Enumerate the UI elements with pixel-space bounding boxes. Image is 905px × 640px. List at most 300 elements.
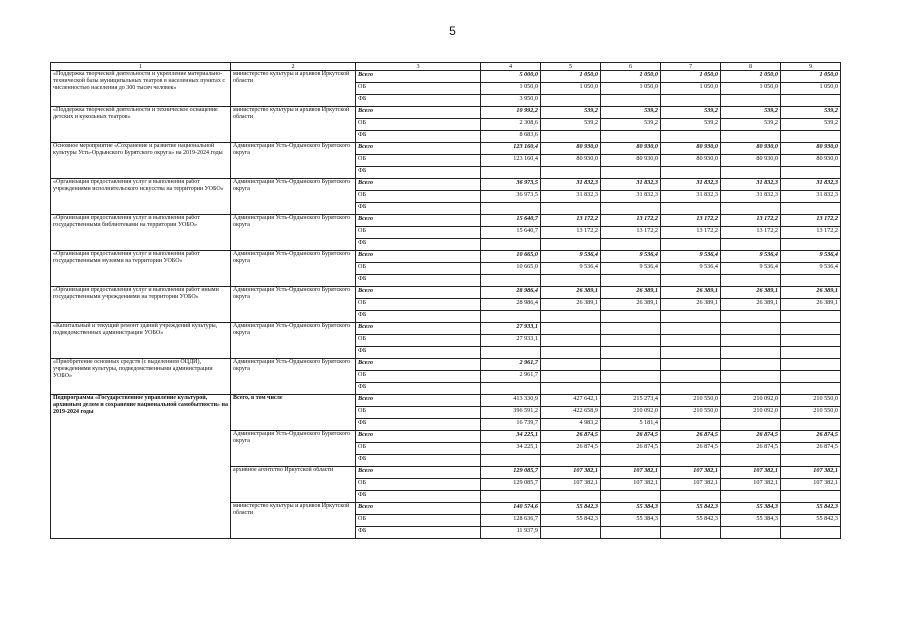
value-cell: 10 992,2 xyxy=(481,107,541,119)
value-cell xyxy=(721,167,781,179)
value-cell xyxy=(601,167,661,179)
value-cell: 26 389,1 xyxy=(721,287,781,299)
value-cell xyxy=(721,455,781,467)
value-cell xyxy=(781,383,841,395)
value-cell xyxy=(601,371,661,383)
header-cell: 3 xyxy=(356,63,481,71)
fund-label: ОБ xyxy=(356,191,481,203)
value-cell: 26 874,5 xyxy=(601,431,661,443)
value-cell: 28 986,4 xyxy=(481,287,541,299)
value-cell: 13 172,2 xyxy=(661,215,721,227)
value-cell: 107 382,1 xyxy=(781,467,841,479)
value-cell: 26 874,5 xyxy=(541,431,601,443)
value-cell xyxy=(781,419,841,431)
fund-label: Всего xyxy=(356,143,481,155)
value-cell xyxy=(721,371,781,383)
value-cell: 10 665,0 xyxy=(481,263,541,275)
value-cell: 26 389,1 xyxy=(781,287,841,299)
value-cell xyxy=(481,167,541,179)
value-cell: 13 172,2 xyxy=(541,215,601,227)
value-cell xyxy=(721,311,781,323)
value-cell xyxy=(541,527,601,539)
fund-label: ФБ xyxy=(356,275,481,287)
value-cell: 123 160,4 xyxy=(481,143,541,155)
subprogram-description: Подпрограмма «Государственное управление культурой, архивным делом и сохранение национальной самобытности» на 2019-2024 годы xyxy=(51,395,231,539)
value-cell xyxy=(481,491,541,503)
value-cell: 10 665,0 xyxy=(481,251,541,263)
value-cell: 26 874,5 xyxy=(601,443,661,455)
value-cell: 8 683,6 xyxy=(481,131,541,143)
value-cell: 13 172,2 xyxy=(601,215,661,227)
fund-label: ОБ xyxy=(356,119,481,131)
value-cell: 26 389,1 xyxy=(721,299,781,311)
value-cell: 539,2 xyxy=(661,119,721,131)
value-cell: 55 384,3 xyxy=(721,515,781,527)
value-cell: 210 550,0 xyxy=(661,407,721,419)
value-cell: 80 930,0 xyxy=(661,155,721,167)
responsible-organization: Администрация Усть-Ордынского Бурятского округа xyxy=(231,323,356,359)
value-cell: 1 050,0 xyxy=(781,83,841,95)
fund-label: ОБ xyxy=(356,155,481,167)
value-cell: 210 092,0 xyxy=(601,407,661,419)
value-cell: 107 382,1 xyxy=(601,467,661,479)
value-cell: 26 389,1 xyxy=(661,299,721,311)
fund-label: ОБ xyxy=(356,263,481,275)
value-cell: 9 536,4 xyxy=(601,263,661,275)
value-cell: 427 642,1 xyxy=(541,395,601,407)
value-cell: 129 085,7 xyxy=(481,479,541,491)
header-cell: 8 xyxy=(721,63,781,71)
value-cell xyxy=(781,527,841,539)
value-cell: 210 550,0 xyxy=(781,395,841,407)
value-cell: 27 933,1 xyxy=(481,335,541,347)
value-cell xyxy=(601,95,661,107)
value-cell: 9 536,4 xyxy=(721,251,781,263)
fund-label: ФБ xyxy=(356,203,481,215)
value-cell xyxy=(781,275,841,287)
fund-label: Всего xyxy=(356,323,481,335)
value-cell: 13 172,2 xyxy=(601,227,661,239)
responsible-organization: министерство культуры и архивов Иркутской области xyxy=(231,503,356,539)
table-row xyxy=(51,359,841,371)
value-cell xyxy=(661,311,721,323)
fund-label: ОБ xyxy=(356,299,481,311)
value-cell xyxy=(481,455,541,467)
value-cell xyxy=(601,347,661,359)
fund-label: Всего xyxy=(356,179,481,191)
fund-label: ОБ xyxy=(356,515,481,527)
value-cell: 413 330,9 xyxy=(481,395,541,407)
value-cell: 31 832,3 xyxy=(721,179,781,191)
value-cell xyxy=(661,371,721,383)
value-cell: 31 832,3 xyxy=(601,191,661,203)
value-cell: 26 874,5 xyxy=(661,443,721,455)
value-cell xyxy=(541,275,601,287)
value-cell: 210 092,0 xyxy=(721,395,781,407)
value-cell: 5 000,0 xyxy=(481,71,541,83)
value-cell: 128 636,7 xyxy=(481,515,541,527)
table-row xyxy=(51,179,841,191)
value-cell: 215 273,4 xyxy=(601,395,661,407)
value-cell: 36 973,5 xyxy=(481,191,541,203)
fund-label: ФБ xyxy=(356,383,481,395)
value-cell xyxy=(601,311,661,323)
fund-label: ФБ xyxy=(356,527,481,539)
value-cell xyxy=(481,383,541,395)
fund-label: ФБ xyxy=(356,311,481,323)
value-cell: 80 930,0 xyxy=(601,143,661,155)
value-cell: 13 172,2 xyxy=(661,227,721,239)
value-cell xyxy=(781,167,841,179)
value-cell xyxy=(601,491,661,503)
value-cell: 26 389,1 xyxy=(601,287,661,299)
value-cell: 80 930,0 xyxy=(661,143,721,155)
value-cell: 5 181,4 xyxy=(601,419,661,431)
value-cell xyxy=(661,167,721,179)
fund-label: ФБ xyxy=(356,455,481,467)
value-cell: 31 832,3 xyxy=(721,191,781,203)
value-cell xyxy=(601,203,661,215)
value-cell: 4 983,2 xyxy=(541,419,601,431)
table-row xyxy=(51,287,841,299)
value-cell: 26 389,1 xyxy=(541,287,601,299)
fund-label: Всего xyxy=(356,467,481,479)
fund-label: ОБ xyxy=(356,227,481,239)
value-cell: 13 172,2 xyxy=(541,227,601,239)
activity-description: «Организация предоставления услуг и выполнения работ государственными музеями на территории УОБО» xyxy=(51,251,231,287)
activity-description: «Организация предоставления услуг и выполнения работ государственными библиотеками на территории УОБО» xyxy=(51,215,231,251)
activity-description: «Поддержка творческой деятельности и укрепление материально-технической базы муниципальных театров в населенных пунктах с численностью населения до 300 тысяч человек» xyxy=(51,71,231,107)
fund-label: Всего xyxy=(356,503,481,515)
page-number: 5 xyxy=(449,24,456,38)
value-cell xyxy=(481,239,541,251)
value-cell: 31 832,3 xyxy=(541,191,601,203)
value-cell: 9 536,4 xyxy=(661,263,721,275)
value-cell xyxy=(541,239,601,251)
value-cell: 13 172,2 xyxy=(781,227,841,239)
value-cell: 1 050,0 xyxy=(601,83,661,95)
header-cell: 5 xyxy=(541,63,601,71)
value-cell: 210 092,0 xyxy=(721,407,781,419)
value-cell: 107 382,1 xyxy=(601,479,661,491)
value-cell xyxy=(781,455,841,467)
value-cell xyxy=(601,383,661,395)
value-cell: 107 382,1 xyxy=(721,467,781,479)
value-cell xyxy=(781,491,841,503)
value-cell: 539,2 xyxy=(661,107,721,119)
value-cell: 396 591,2 xyxy=(481,407,541,419)
value-cell: 15 640,7 xyxy=(481,227,541,239)
responsible-organization: Администрация Усть-Ордынского Бурятского округа xyxy=(231,143,356,179)
value-cell: 9 536,4 xyxy=(721,263,781,275)
value-cell xyxy=(721,323,781,335)
value-cell xyxy=(661,275,721,287)
responsible-organization: архивное агентство Иркутской области xyxy=(231,467,356,503)
value-cell: 16 739,7 xyxy=(481,419,541,431)
value-cell: 1 050,0 xyxy=(781,71,841,83)
value-cell: 55 384,3 xyxy=(601,515,661,527)
value-cell xyxy=(601,131,661,143)
value-cell: 55 842,3 xyxy=(781,503,841,515)
header-cell: 2 xyxy=(231,63,356,71)
value-cell xyxy=(661,95,721,107)
activity-description: Основное мероприятие «Сохранение и развитие национальной культуры Усть-Ордынского Бурятского округа» на 2019-2024 годы xyxy=(51,143,231,179)
value-cell: 107 382,1 xyxy=(781,479,841,491)
fund-label: Всего xyxy=(356,71,481,83)
value-cell xyxy=(781,311,841,323)
value-cell: 13 172,2 xyxy=(781,215,841,227)
value-cell xyxy=(721,491,781,503)
value-cell: 55 842,3 xyxy=(781,515,841,527)
responsible-organization: Администрация Усть-Ордынского Бурятского округа xyxy=(231,431,356,467)
value-cell: 9 536,4 xyxy=(781,251,841,263)
value-cell: 9 536,4 xyxy=(541,251,601,263)
value-cell xyxy=(721,95,781,107)
value-cell: 26 874,5 xyxy=(781,443,841,455)
value-cell xyxy=(661,347,721,359)
value-cell: 107 382,1 xyxy=(661,479,721,491)
value-cell xyxy=(541,323,601,335)
value-cell: 26 389,1 xyxy=(541,299,601,311)
value-cell xyxy=(781,335,841,347)
responsible-organization: Администрация Усть-Ордынского Бурятского округа xyxy=(231,215,356,251)
table-row xyxy=(51,251,841,263)
value-cell: 539,2 xyxy=(601,107,661,119)
header-cell: 6 xyxy=(601,63,661,71)
value-cell: 129 085,7 xyxy=(481,467,541,479)
fund-label: ОБ xyxy=(356,407,481,419)
value-cell: 31 832,3 xyxy=(541,179,601,191)
activity-description: «Приобретение основных средств (с выделением ОЦДИ), учреждениями культуры, подведомственными администрации УОБО» xyxy=(51,359,231,395)
value-cell: 31 832,3 xyxy=(781,191,841,203)
value-cell: 26 874,5 xyxy=(721,431,781,443)
table-row xyxy=(51,143,841,155)
value-cell xyxy=(781,95,841,107)
value-cell: 11 937,9 xyxy=(481,527,541,539)
value-cell: 26 874,5 xyxy=(781,431,841,443)
value-cell xyxy=(721,131,781,143)
value-cell: 539,2 xyxy=(721,107,781,119)
value-cell: 80 930,0 xyxy=(601,155,661,167)
fund-label: ФБ xyxy=(356,491,481,503)
value-cell xyxy=(601,335,661,347)
value-cell xyxy=(781,347,841,359)
value-cell: 26 874,5 xyxy=(721,443,781,455)
header-cell: 4 xyxy=(481,63,541,71)
value-cell xyxy=(601,527,661,539)
value-cell: 1 050,0 xyxy=(601,71,661,83)
header-cell: 7 xyxy=(661,63,721,71)
value-cell xyxy=(661,491,721,503)
value-cell xyxy=(481,311,541,323)
value-cell xyxy=(781,323,841,335)
value-cell xyxy=(661,335,721,347)
value-cell: 31 832,3 xyxy=(661,179,721,191)
fund-label: ОБ xyxy=(356,479,481,491)
table-row xyxy=(51,215,841,227)
fund-label: ФБ xyxy=(356,239,481,251)
fund-label: ФБ xyxy=(356,167,481,179)
value-cell: 107 382,1 xyxy=(541,479,601,491)
value-cell xyxy=(661,239,721,251)
fund-label: Всего xyxy=(356,287,481,299)
value-cell: 539,2 xyxy=(541,119,601,131)
budget-table xyxy=(50,62,841,539)
value-cell: 140 574,6 xyxy=(481,503,541,515)
value-cell xyxy=(721,419,781,431)
value-cell: 26 874,5 xyxy=(661,431,721,443)
activity-description: «Капитальный и текущий ремонт зданий учреждений культуры, подведомственных администрации УОБО» xyxy=(51,323,231,359)
value-cell xyxy=(541,167,601,179)
responsible-organization: Администрация Усть-Ордынского Бурятского округа xyxy=(231,359,356,395)
value-cell: 26 874,5 xyxy=(541,443,601,455)
value-cell: 55 842,3 xyxy=(661,515,721,527)
value-cell: 539,2 xyxy=(541,107,601,119)
value-cell: 80 930,0 xyxy=(781,155,841,167)
table-row xyxy=(51,323,841,335)
value-cell: 9 536,4 xyxy=(601,251,661,263)
responsible-organization: Администрация Усть-Ордынского Бурятского округа xyxy=(231,287,356,323)
activity-description: «Поддержка творческой деятельности и техническое оснащение детских и кукольных театров» xyxy=(51,107,231,143)
value-cell: 26 389,1 xyxy=(601,299,661,311)
value-cell: 55 842,3 xyxy=(541,503,601,515)
value-cell xyxy=(601,239,661,251)
value-cell xyxy=(661,383,721,395)
fund-label: Всего xyxy=(356,431,481,443)
value-cell xyxy=(661,455,721,467)
value-cell xyxy=(661,203,721,215)
value-cell xyxy=(541,203,601,215)
value-cell: 80 930,0 xyxy=(721,143,781,155)
value-cell: 210 550,0 xyxy=(781,407,841,419)
value-cell: 36 973,5 xyxy=(481,179,541,191)
fund-label: ФБ xyxy=(356,347,481,359)
value-cell: 55 842,3 xyxy=(541,515,601,527)
value-cell xyxy=(601,455,661,467)
value-cell: 1 050,0 xyxy=(541,83,601,95)
value-cell: 107 382,1 xyxy=(661,467,721,479)
value-cell: 123 160,4 xyxy=(481,155,541,167)
value-cell xyxy=(781,203,841,215)
value-cell xyxy=(541,455,601,467)
responsible-organization: Администрация Усть-Ордынского Бурятского округа xyxy=(231,251,356,287)
value-cell: 80 930,0 xyxy=(721,155,781,167)
value-cell xyxy=(541,131,601,143)
value-cell: 1 050,0 xyxy=(481,83,541,95)
value-cell: 55 384,3 xyxy=(601,503,661,515)
value-cell xyxy=(541,95,601,107)
value-cell xyxy=(721,275,781,287)
value-cell: 210 550,0 xyxy=(661,395,721,407)
value-cell xyxy=(661,359,721,371)
value-cell xyxy=(601,323,661,335)
value-cell: 55 384,3 xyxy=(721,503,781,515)
responsible-organization: министерство культуры и архивов Иркутской области xyxy=(231,71,356,107)
value-cell: 422 658,9 xyxy=(541,407,601,419)
value-cell: 26 389,1 xyxy=(661,287,721,299)
value-cell xyxy=(601,359,661,371)
header-cell: 9 xyxy=(781,63,841,71)
value-cell: 3 950,0 xyxy=(481,95,541,107)
value-cell xyxy=(541,383,601,395)
value-cell: 539,2 xyxy=(781,107,841,119)
table-row xyxy=(51,107,841,119)
fund-label: ФБ xyxy=(356,95,481,107)
value-cell: 13 172,2 xyxy=(721,215,781,227)
value-cell: 15 640,7 xyxy=(481,215,541,227)
value-cell xyxy=(481,347,541,359)
value-cell: 31 832,3 xyxy=(601,179,661,191)
value-cell xyxy=(661,527,721,539)
value-cell: 107 382,1 xyxy=(541,467,601,479)
value-cell: 2 961,7 xyxy=(481,371,541,383)
value-cell xyxy=(721,383,781,395)
fund-label: Всего xyxy=(356,359,481,371)
value-cell xyxy=(661,323,721,335)
value-cell: 9 536,4 xyxy=(541,263,601,275)
value-cell: 1 050,0 xyxy=(721,71,781,83)
table-row xyxy=(51,395,841,407)
value-cell: 28 986,4 xyxy=(481,299,541,311)
value-cell: 2 308,6 xyxy=(481,119,541,131)
responsible-organization: Всего, в том числе xyxy=(231,395,356,431)
value-cell: 1 050,0 xyxy=(721,83,781,95)
value-cell xyxy=(541,347,601,359)
value-cell: 80 930,0 xyxy=(781,143,841,155)
value-cell: 31 832,3 xyxy=(661,191,721,203)
value-cell xyxy=(661,131,721,143)
value-cell: 55 842,3 xyxy=(661,503,721,515)
fund-label: Всего xyxy=(356,395,481,407)
value-cell: 13 172,2 xyxy=(721,227,781,239)
fund-label: ОБ xyxy=(356,83,481,95)
value-cell xyxy=(601,275,661,287)
value-cell xyxy=(541,335,601,347)
value-cell: 34 225,1 xyxy=(481,443,541,455)
value-cell xyxy=(541,311,601,323)
value-cell xyxy=(541,371,601,383)
fund-label: ОБ xyxy=(356,335,481,347)
value-cell xyxy=(541,359,601,371)
value-cell xyxy=(721,359,781,371)
value-cell xyxy=(781,359,841,371)
value-cell xyxy=(781,239,841,251)
responsible-organization: министерство культуры и архивов Иркутской области xyxy=(231,107,356,143)
fund-label: Всего xyxy=(356,251,481,263)
fund-label: ОБ xyxy=(356,371,481,383)
value-cell: 107 382,1 xyxy=(721,479,781,491)
value-cell: 80 930,0 xyxy=(541,143,601,155)
value-cell: 9 536,4 xyxy=(661,251,721,263)
value-cell: 539,2 xyxy=(721,119,781,131)
value-cell: 31 832,3 xyxy=(781,179,841,191)
value-cell xyxy=(721,527,781,539)
activity-description: «Организация предоставления услуг и выполнения работ учреждениями исполнительского искусства на территории УОБО» xyxy=(51,179,231,215)
value-cell: 539,2 xyxy=(601,119,661,131)
value-cell xyxy=(721,335,781,347)
responsible-organization: Администрация Усть-Ордынского Бурятского округа xyxy=(231,179,356,215)
value-cell: 80 930,0 xyxy=(541,155,601,167)
value-cell xyxy=(481,275,541,287)
value-cell: 1 050,0 xyxy=(661,71,721,83)
value-cell: 34 225,1 xyxy=(481,431,541,443)
value-cell xyxy=(721,347,781,359)
fund-label: ФБ xyxy=(356,131,481,143)
table-row xyxy=(51,71,841,83)
table-header xyxy=(51,63,841,71)
fund-label: ФБ xyxy=(356,419,481,431)
value-cell: 1 050,0 xyxy=(541,71,601,83)
